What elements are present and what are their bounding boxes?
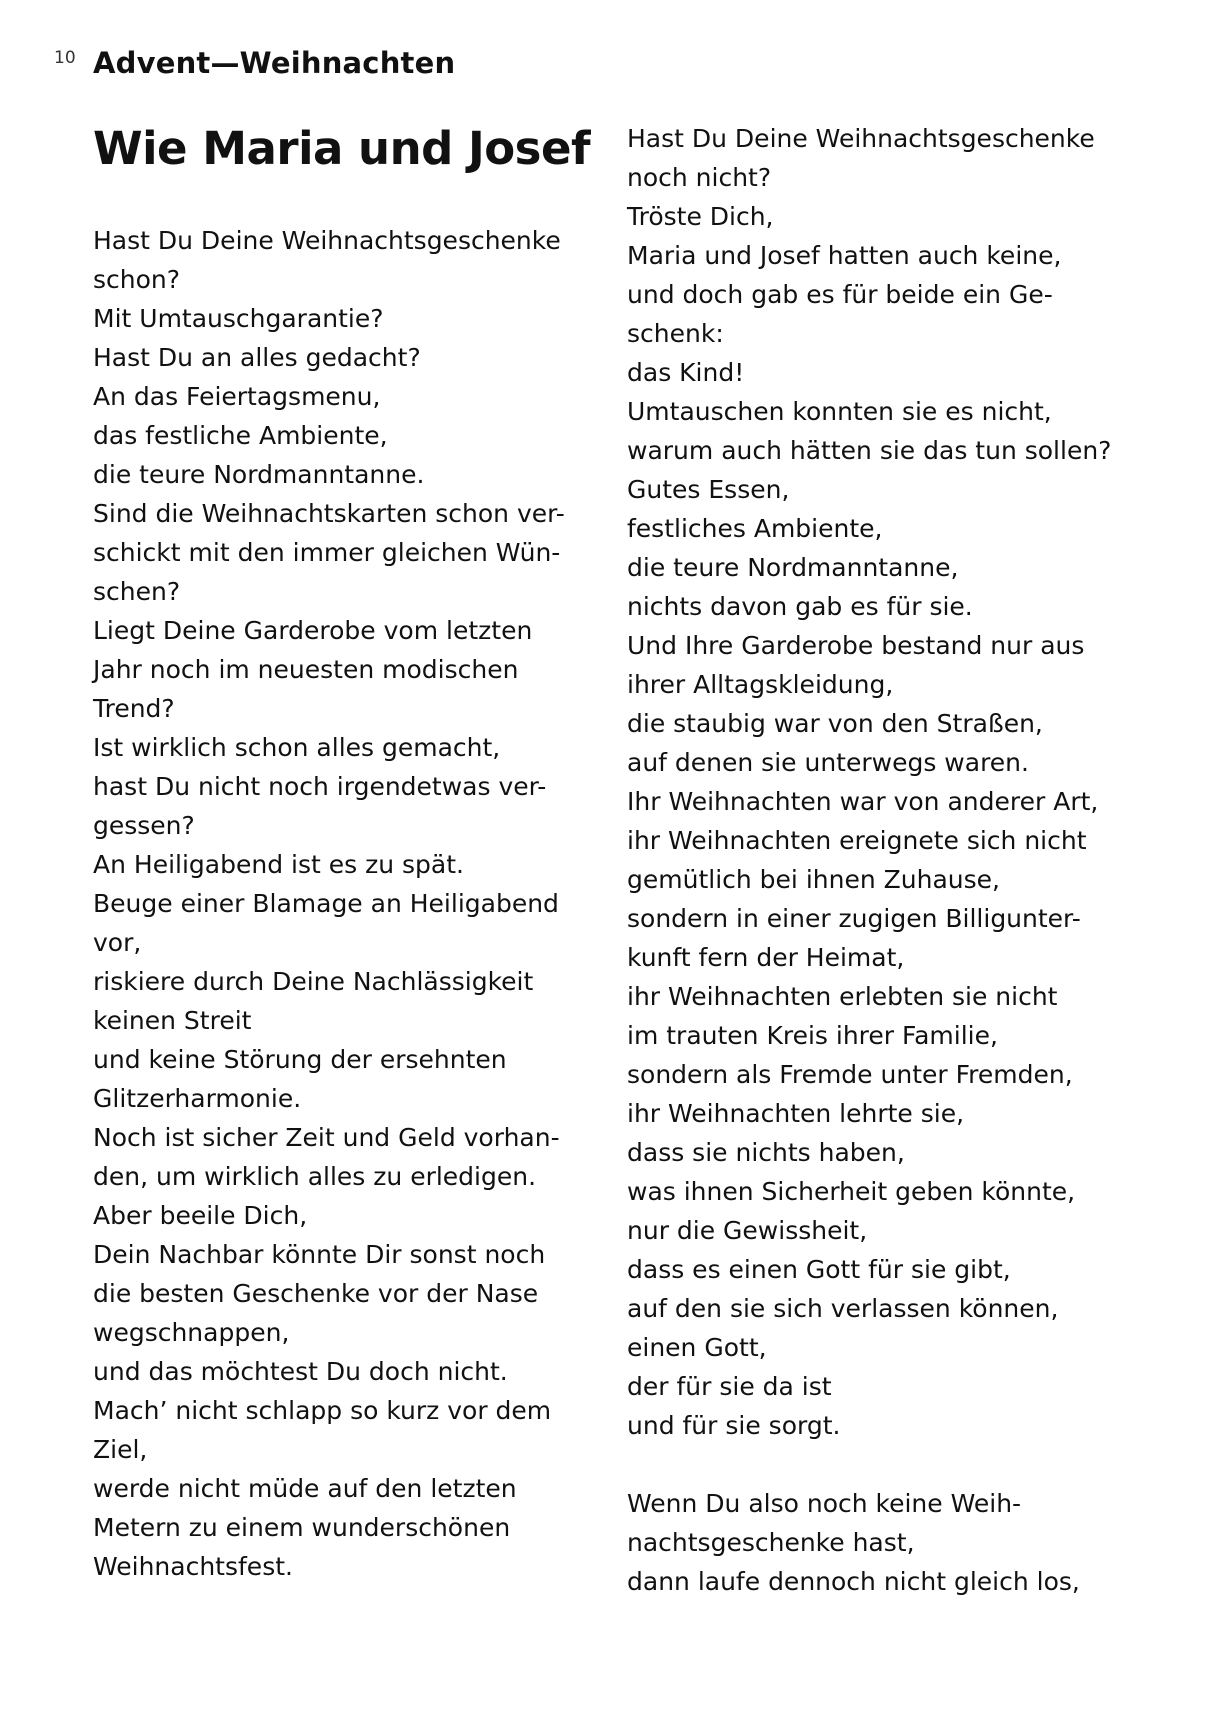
text-line: noch nicht? (627, 163, 772, 192)
text-line: die besten Geschenke vor der Nase (93, 1279, 539, 1308)
text-line: Gutes Essen, (627, 475, 790, 504)
text-line: Beuge einer Blamage an Heiligabend (93, 889, 559, 918)
text-line: riskiere durch Deine Nachlässigkeit (93, 967, 534, 996)
text-line: Sind die Weihnachtskarten schon ver- (93, 499, 565, 528)
text-line: Mit Umtauschgarantie? (93, 304, 384, 333)
text-line: werde nicht müde auf den letzten (93, 1474, 517, 1503)
blank-line (627, 1445, 1187, 1484)
text-line: ihr Weihnachten ereignete sich nicht (627, 826, 1087, 855)
text-line: sondern in einer zugigen Billigunter- (627, 904, 1081, 933)
text-line: Ihr Weihnachten war von anderer Art, (627, 787, 1099, 816)
text-line: Maria und Josef hatten auch keine, (627, 241, 1062, 270)
text-line: Glitzerharmonie. (93, 1084, 302, 1113)
text-line: schickt mit den immer gleichen Wün- (93, 538, 561, 567)
text-line: Weihnachtsfest. (93, 1552, 293, 1581)
text-line: Metern zu einem wunderschönen (93, 1513, 511, 1542)
text-line: Dein Nachbar könnte Dir sonst noch (93, 1240, 546, 1269)
text-line: schen? (93, 577, 181, 606)
text-line: Hast Du Deine Weihnachtsgeschenke (627, 124, 1095, 153)
text-line: sondern als Fremde unter Fremden, (627, 1060, 1073, 1089)
text-line: schon? (93, 265, 181, 294)
text-line: ihr Weihnachten erlebten sie nicht (627, 982, 1058, 1011)
left-text-column (93, 221, 613, 1586)
text-line: die staubig war von den Straßen, (627, 709, 1043, 738)
text-line: dann laufe dennoch nicht gleich los, (627, 1567, 1080, 1596)
text-line: An Heiligabend ist es zu spät. (93, 850, 464, 879)
text-line: Trend? (93, 694, 175, 723)
text-line: Aber beeile Dich, (93, 1201, 308, 1230)
text-line: was ihnen Sicherheit geben könnte, (627, 1177, 1076, 1206)
text-line: warum auch hätten sie das tun sollen? (627, 436, 1112, 465)
text-line: vor, (93, 928, 142, 957)
text-line: einen Gott, (627, 1333, 767, 1362)
text-line: keinen Streit (93, 1006, 252, 1035)
text-line: der für sie da ist (627, 1372, 832, 1401)
text-line: Hast Du Deine Weihnachtsgeschenke (93, 226, 561, 255)
text-line: Ist wirklich schon alles gemacht, (93, 733, 501, 762)
text-line: gemütlich bei ihnen Zuhause, (627, 865, 1000, 894)
text-line: Wenn Du also noch keine Weih- (627, 1489, 1022, 1518)
section-header: Advent—Weihnachten (93, 46, 456, 80)
text-line: Ziel, (93, 1435, 148, 1464)
text-line: Liegt Deine Garderobe vom letzten (93, 616, 533, 645)
right-text-column (627, 119, 1187, 1601)
text-line: Noch ist sicher Zeit und Geld vorhan- (93, 1123, 560, 1152)
text-line: Jahr noch im neuesten modischen (93, 655, 519, 684)
text-line: nachtsgeschenke hast, (627, 1528, 915, 1557)
text-line: nichts davon gab es für sie. (627, 592, 973, 621)
text-line: dass es einen Gott für sie gibt, (627, 1255, 1011, 1284)
text-line: Mach’ nicht schlapp so kurz vor dem (93, 1396, 552, 1425)
text-line: Tröste Dich, (627, 202, 774, 231)
text-line: gessen? (93, 811, 195, 840)
text-line: die teure Nordmanntanne. (93, 460, 425, 489)
text-line: schenk: (627, 319, 724, 348)
text-line: An das Feiertagsmenu, (93, 382, 381, 411)
text-line: wegschnappen, (93, 1318, 290, 1347)
text-line: festliches Ambiente, (627, 514, 883, 543)
text-line: Umtauschen konnten sie es nicht, (627, 397, 1052, 426)
text-line: kunft fern der Heimat, (627, 943, 905, 972)
text-line: Hast Du an alles gedacht? (93, 343, 421, 372)
text-line: und das möchtest Du doch nicht. (93, 1357, 508, 1386)
text-line: Und Ihre Garderobe bestand nur aus (627, 631, 1085, 660)
text-line: das Kind! (627, 358, 745, 387)
text-line: dass sie nichts haben, (627, 1138, 905, 1167)
page-number: 10 (54, 48, 76, 68)
text-line: im trauten Kreis ihrer Familie, (627, 1021, 998, 1050)
text-line: und doch gab es für beide ein Ge- (627, 280, 1053, 309)
text-line: die teure Nordmanntanne, (627, 553, 959, 582)
text-line: auf den sie sich verlassen können, (627, 1294, 1059, 1323)
text-line: ihrer Alltagskleidung, (627, 670, 894, 699)
article-title: Wie Maria und Josef (93, 122, 591, 175)
text-line: auf denen sie unterwegs waren. (627, 748, 1029, 777)
text-line: den, um wirklich alles zu erledigen. (93, 1162, 537, 1191)
text-line: hast Du nicht noch irgendetwas ver- (93, 772, 547, 801)
text-line: und keine Störung der ersehnten (93, 1045, 507, 1074)
text-line: nur die Gewissheit, (627, 1216, 868, 1245)
text-line: ihr Weihnachten lehrte sie, (627, 1099, 965, 1128)
text-line: das festliche Ambiente, (93, 421, 388, 450)
text-line: und für sie sorgt. (627, 1411, 841, 1440)
